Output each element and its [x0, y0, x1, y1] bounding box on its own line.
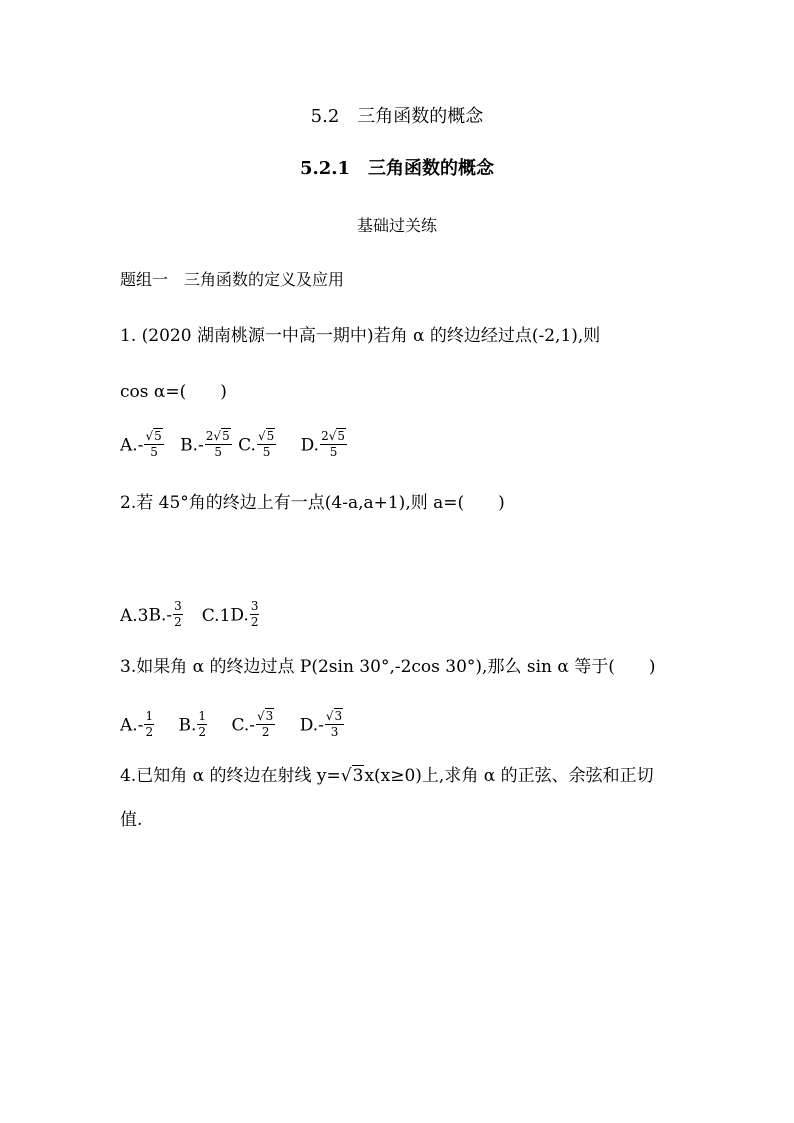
question-2-suffix: ): [498, 493, 505, 513]
question-1-option-c[interactable]: [238, 429, 277, 460]
question-3-stem: [120, 659, 656, 676]
question-3-option-c[interactable]: [231, 709, 276, 740]
sqrt-icon: √: [328, 429, 337, 443]
question-1-prefix: 1. (2020: [120, 326, 197, 346]
question-3-prefix: 3.如果角 α 的终边过点 P(2sin 30°,-2cos 30°),那么 sin α 等于(: [120, 657, 615, 677]
question-1-source: 湖南桃源一中高一期中: [196, 326, 367, 346]
question-4-prefix: 4.已知角 α 的终边在射线 y=: [120, 766, 341, 786]
option-b-fraction: $\frac{2√5}{5}$: [205, 429, 230, 459]
practice-title: 基础过关练: [356, 216, 437, 235]
option-c-label: C.-: [231, 715, 255, 736]
question-4-stem-line2: 值.: [120, 810, 143, 830]
question-1-stem-line2: [120, 384, 227, 401]
option-c-fraction: $\frac{√3}{2}$: [257, 709, 274, 739]
option-d-label: D.: [300, 435, 320, 456]
sqrt-icon: √: [257, 429, 266, 443]
sqrt-icon: √: [145, 429, 154, 443]
question-2-option-b[interactable]: [148, 599, 184, 630]
group-label: 题组一 三角函数的定义及应用: [120, 270, 345, 289]
question-1-option-d[interactable]: [300, 429, 348, 460]
sqrt-icon: √: [257, 709, 265, 723]
question-2-option-a[interactable]: A.3: [120, 605, 149, 626]
option-a-label: A.-: [120, 435, 144, 456]
option-a-fraction: $\frac{√5}{5}$: [145, 429, 162, 459]
question-1-line2-prefix: cos α=(: [120, 382, 187, 402]
option-b-fraction: $\frac{3}{2}$: [174, 599, 182, 629]
option-b-label: B.-: [148, 605, 173, 626]
option-a-fraction: $\frac{1}{2}$: [145, 709, 154, 739]
section-title: 5.2 三角函数的概念: [310, 106, 484, 127]
question-4-stem-line1: [120, 768, 654, 785]
question-3-options: [120, 709, 345, 740]
subsection-title: 5.2.1 三角函数的概念: [299, 158, 495, 179]
question-1-stem-line1: [120, 328, 600, 345]
question-1-option-b[interactable]: [180, 429, 233, 460]
question-1-suffix: )若角 α 的终边经过点(-2,1),则: [366, 326, 601, 346]
sqrt-icon: √: [325, 709, 334, 723]
question-3-suffix: ): [648, 657, 656, 677]
question-2-options: [120, 599, 260, 630]
option-d-fraction: $\frac{2√5}{5}$: [321, 429, 346, 459]
option-d-label: D.-: [299, 715, 324, 736]
question-1-options: [120, 429, 348, 460]
option-d-fraction: $\frac{√3}{3}$: [325, 709, 343, 739]
option-b-label: B.-: [180, 435, 204, 456]
option-d-label: D.: [230, 605, 249, 626]
option-b-label: B.: [178, 715, 197, 736]
question-2-stem: [120, 495, 505, 512]
question-2-prefix: 2.若 45°角的终边上有一点(4-a,a+1),则 a=(: [120, 493, 465, 513]
question-3-option-b[interactable]: [178, 709, 208, 740]
question-2-option-c[interactable]: C.1: [201, 605, 231, 626]
option-b-fraction: $\frac{1}{2}$: [198, 709, 207, 739]
question-3-option-d[interactable]: [299, 709, 345, 740]
question-1-line2-suffix: ): [220, 382, 227, 402]
question-2-option-d[interactable]: [230, 599, 260, 630]
sqrt-icon: √: [213, 429, 222, 443]
option-c-fraction: $\frac{√5}{5}$: [257, 429, 275, 459]
question-1-option-a[interactable]: [120, 429, 165, 460]
option-d-fraction: $\frac{3}{2}$: [250, 599, 259, 629]
sqrt-icon: √: [340, 766, 352, 786]
question-4-radicand: 3: [352, 766, 364, 786]
option-c-label: C.: [238, 435, 256, 456]
question-4-suffix: x(x≥0)上,求角 α 的正弦、余弦和正切: [364, 766, 654, 786]
option-a-label: A.-: [120, 715, 144, 736]
question-3-option-a[interactable]: [120, 709, 155, 740]
